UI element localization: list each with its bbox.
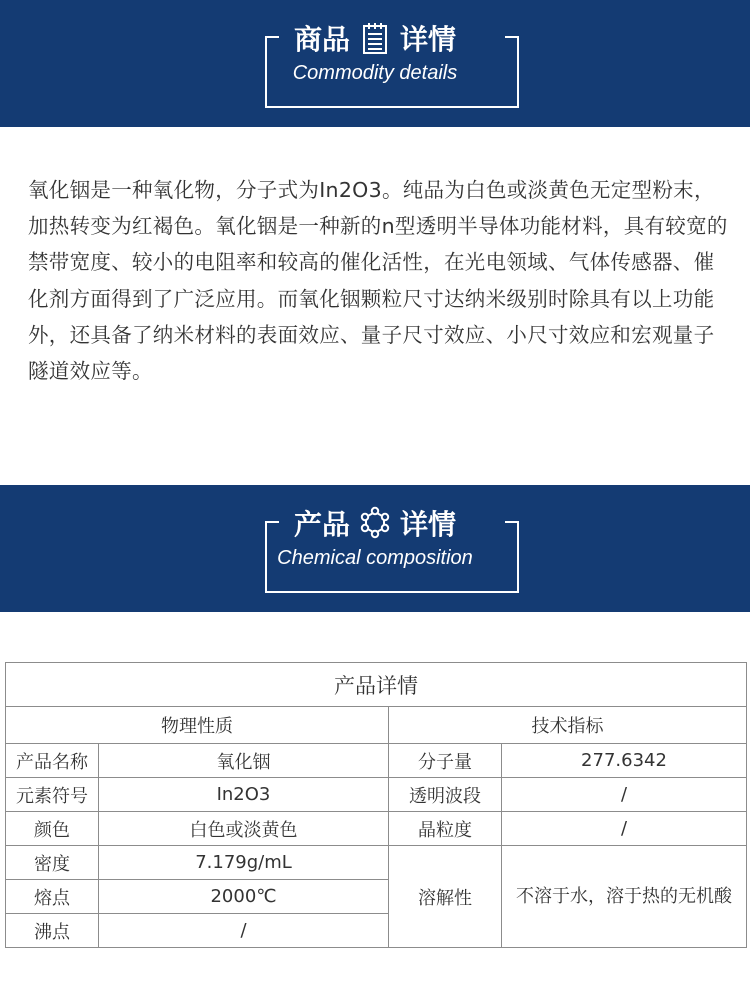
banner-title-left: 商品 xyxy=(293,23,350,56)
tech-value: / xyxy=(502,778,747,812)
row-label: 元素符号 xyxy=(6,778,99,812)
row-value: In2O3 xyxy=(99,778,389,812)
table-row xyxy=(6,744,747,778)
tech-label: 透明波段 xyxy=(389,778,502,812)
physical-properties-header: 物理性质 xyxy=(6,707,389,744)
row-label: 沸点 xyxy=(6,914,99,948)
tech-value: 277.6342 xyxy=(502,744,747,778)
technical-specs-header: 技术指标 xyxy=(389,707,747,744)
row-value: / xyxy=(99,914,389,948)
banner-subtitle: Commodity details xyxy=(292,62,458,84)
product-details-table xyxy=(5,662,747,948)
molecule-icon xyxy=(358,506,392,540)
row-value: 白色或淡黄色 xyxy=(99,812,389,846)
table-row xyxy=(6,812,747,846)
tech-label: 晶粒度 xyxy=(389,812,502,846)
table-row xyxy=(6,846,747,880)
tech-value: / xyxy=(502,812,747,846)
row-value: 2000℃ xyxy=(99,880,389,914)
notepad-icon xyxy=(358,21,392,55)
table-row xyxy=(6,778,747,812)
banner-title xyxy=(0,18,750,58)
row-label: 熔点 xyxy=(6,880,99,914)
row-label: 产品名称 xyxy=(6,744,99,778)
row-value: 氧化铟 xyxy=(99,744,389,778)
chemical-composition-banner xyxy=(0,485,750,612)
row-value: 7.179g/mL xyxy=(99,846,389,880)
row-label: 密度 xyxy=(6,846,99,880)
product-description: 氧化铟是一种氧化物，分子式为In2O3。纯品为白色或淡黄色无定型粉末，加热转变为红褐色。氧化铟是一种新的n型透明半导体功能材料，具有较宽的禁带宽度、较小的电阻率和较高的催化活性，在光电领域、气体传感器、催化剂方面得到了广泛应用。而氧化铟颗粒尺寸达纳米级别时除具有以上功能外，还具备了纳米材料的表面效应、量子尺寸效应、小尺寸效应和宏观量子隧道效应等。 xyxy=(28,178,728,384)
row-label: 颜色 xyxy=(6,812,99,846)
banner-title-right: 详情 xyxy=(400,508,457,541)
banner-title-left: 产品 xyxy=(293,508,350,541)
banner-title-right: 详情 xyxy=(400,23,457,56)
banner-title xyxy=(0,503,750,543)
banner-subtitle: Chemical composition xyxy=(277,547,473,569)
tech-label: 分子量 xyxy=(389,744,502,778)
solubility-value: 不溶于水，溶于热的无机酸 xyxy=(502,846,747,948)
solubility-label: 溶解性 xyxy=(389,846,502,948)
table-title: 产品详情 xyxy=(6,663,747,707)
commodity-details-banner xyxy=(0,0,750,127)
